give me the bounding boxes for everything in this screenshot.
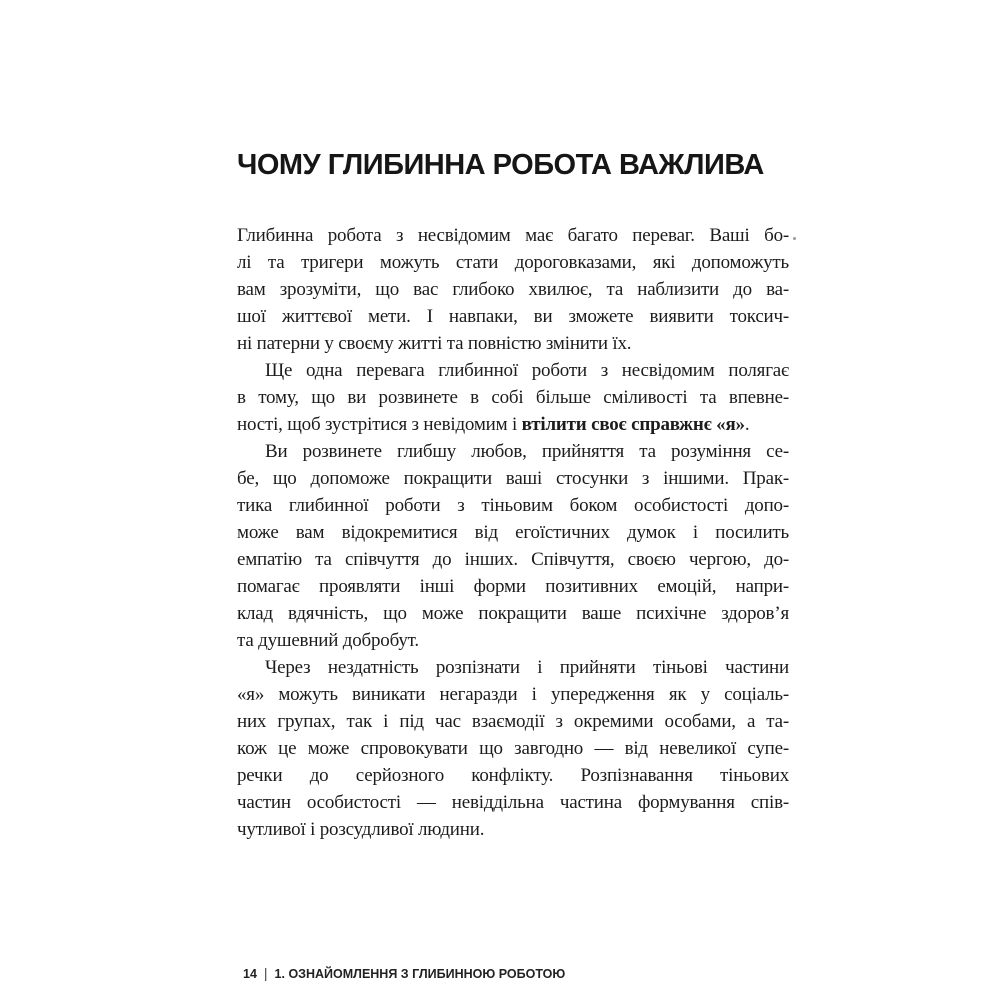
text-line: Глибинна робота з несвідомим має багато переваг. Ваші бо- (237, 225, 789, 246)
text-line: Ви розвинете глибшу любов, прийняття та розуміння се- (265, 441, 789, 462)
text-line: емпатію та співчуття до інших. Співчуття, своєю чергою, до- (237, 549, 789, 570)
scan-artifact-dot (793, 237, 796, 240)
text-line: Через нездатність розпізнати і прийняти тіньові частини (265, 657, 789, 678)
page-number: 14 (243, 967, 257, 981)
text-line: бе, що допоможе покращити ваші стосунки з іншими. Прак- (237, 468, 789, 489)
footer-divider: | (263, 965, 268, 981)
paragraph (237, 222, 789, 357)
text-line: лі та тригери можуть стати дороговказами, які допоможуть (237, 252, 789, 273)
text-line: помагає проявляти інші форми позитивних емоцій, напри- (237, 576, 789, 597)
text-line: в тому, що ви розвинете в собі більше сміливості та впевне- (237, 387, 789, 408)
text-line: речки до серйозного конфлікту. Розпізнавання тіньових (237, 765, 789, 786)
text-line: ні патерни у своєму житті та повністю змінити їх. (237, 333, 632, 354)
paragraph (237, 357, 789, 438)
text-line: клад вдячність, що може покращити ваше психічне здоров’я (237, 603, 789, 624)
emphasized-text: втілити своє справжнє «я» (521, 414, 745, 435)
text-segment: . (744, 414, 750, 435)
paragraph (237, 654, 789, 843)
text-line: кож це може спровокувати що завгодно — від невеликої супе- (237, 738, 789, 759)
page-title: ЧОМУ ГЛИБИННА РОБОТА ВАЖЛИВА (237, 149, 764, 182)
text-line: тика глибинної роботи з тіньовим боком особистості допо- (237, 495, 789, 516)
running-chapter-title: 1. ОЗНАЙОМЛЕННЯ З ГЛИБИННОЮ РОБОТОЮ (274, 967, 566, 981)
text-line (237, 411, 789, 438)
text-line: та душевний добробут. (237, 630, 419, 651)
page-footer (243, 966, 565, 982)
text-line: може вам відокремитися від егоїстичних думок і посилить (237, 522, 789, 543)
text-line: вам зрозуміти, що вас глибоко хвилює, та наблизити до ва- (237, 279, 789, 300)
text-line: шої життєвої мети. І навпаки, ви зможете виявити токсич- (237, 306, 789, 327)
text-segment: ності, щоб зустрітися з невідомим і (237, 414, 522, 435)
text-line: частин особистості — невіддільна частина формування спів- (237, 792, 789, 813)
text-line: них групах, так і під час взаємодії з окремими особами, а та- (237, 711, 789, 732)
text-line: «я» можуть виникати негаразди і упередження як у соціаль- (237, 684, 789, 705)
text-line: Ще одна перевага глибинної роботи з несвідомим полягає (265, 360, 789, 381)
body-text (237, 222, 789, 843)
text-line: чутливої і розсудливої людини. (237, 819, 485, 840)
paragraph (237, 438, 789, 654)
